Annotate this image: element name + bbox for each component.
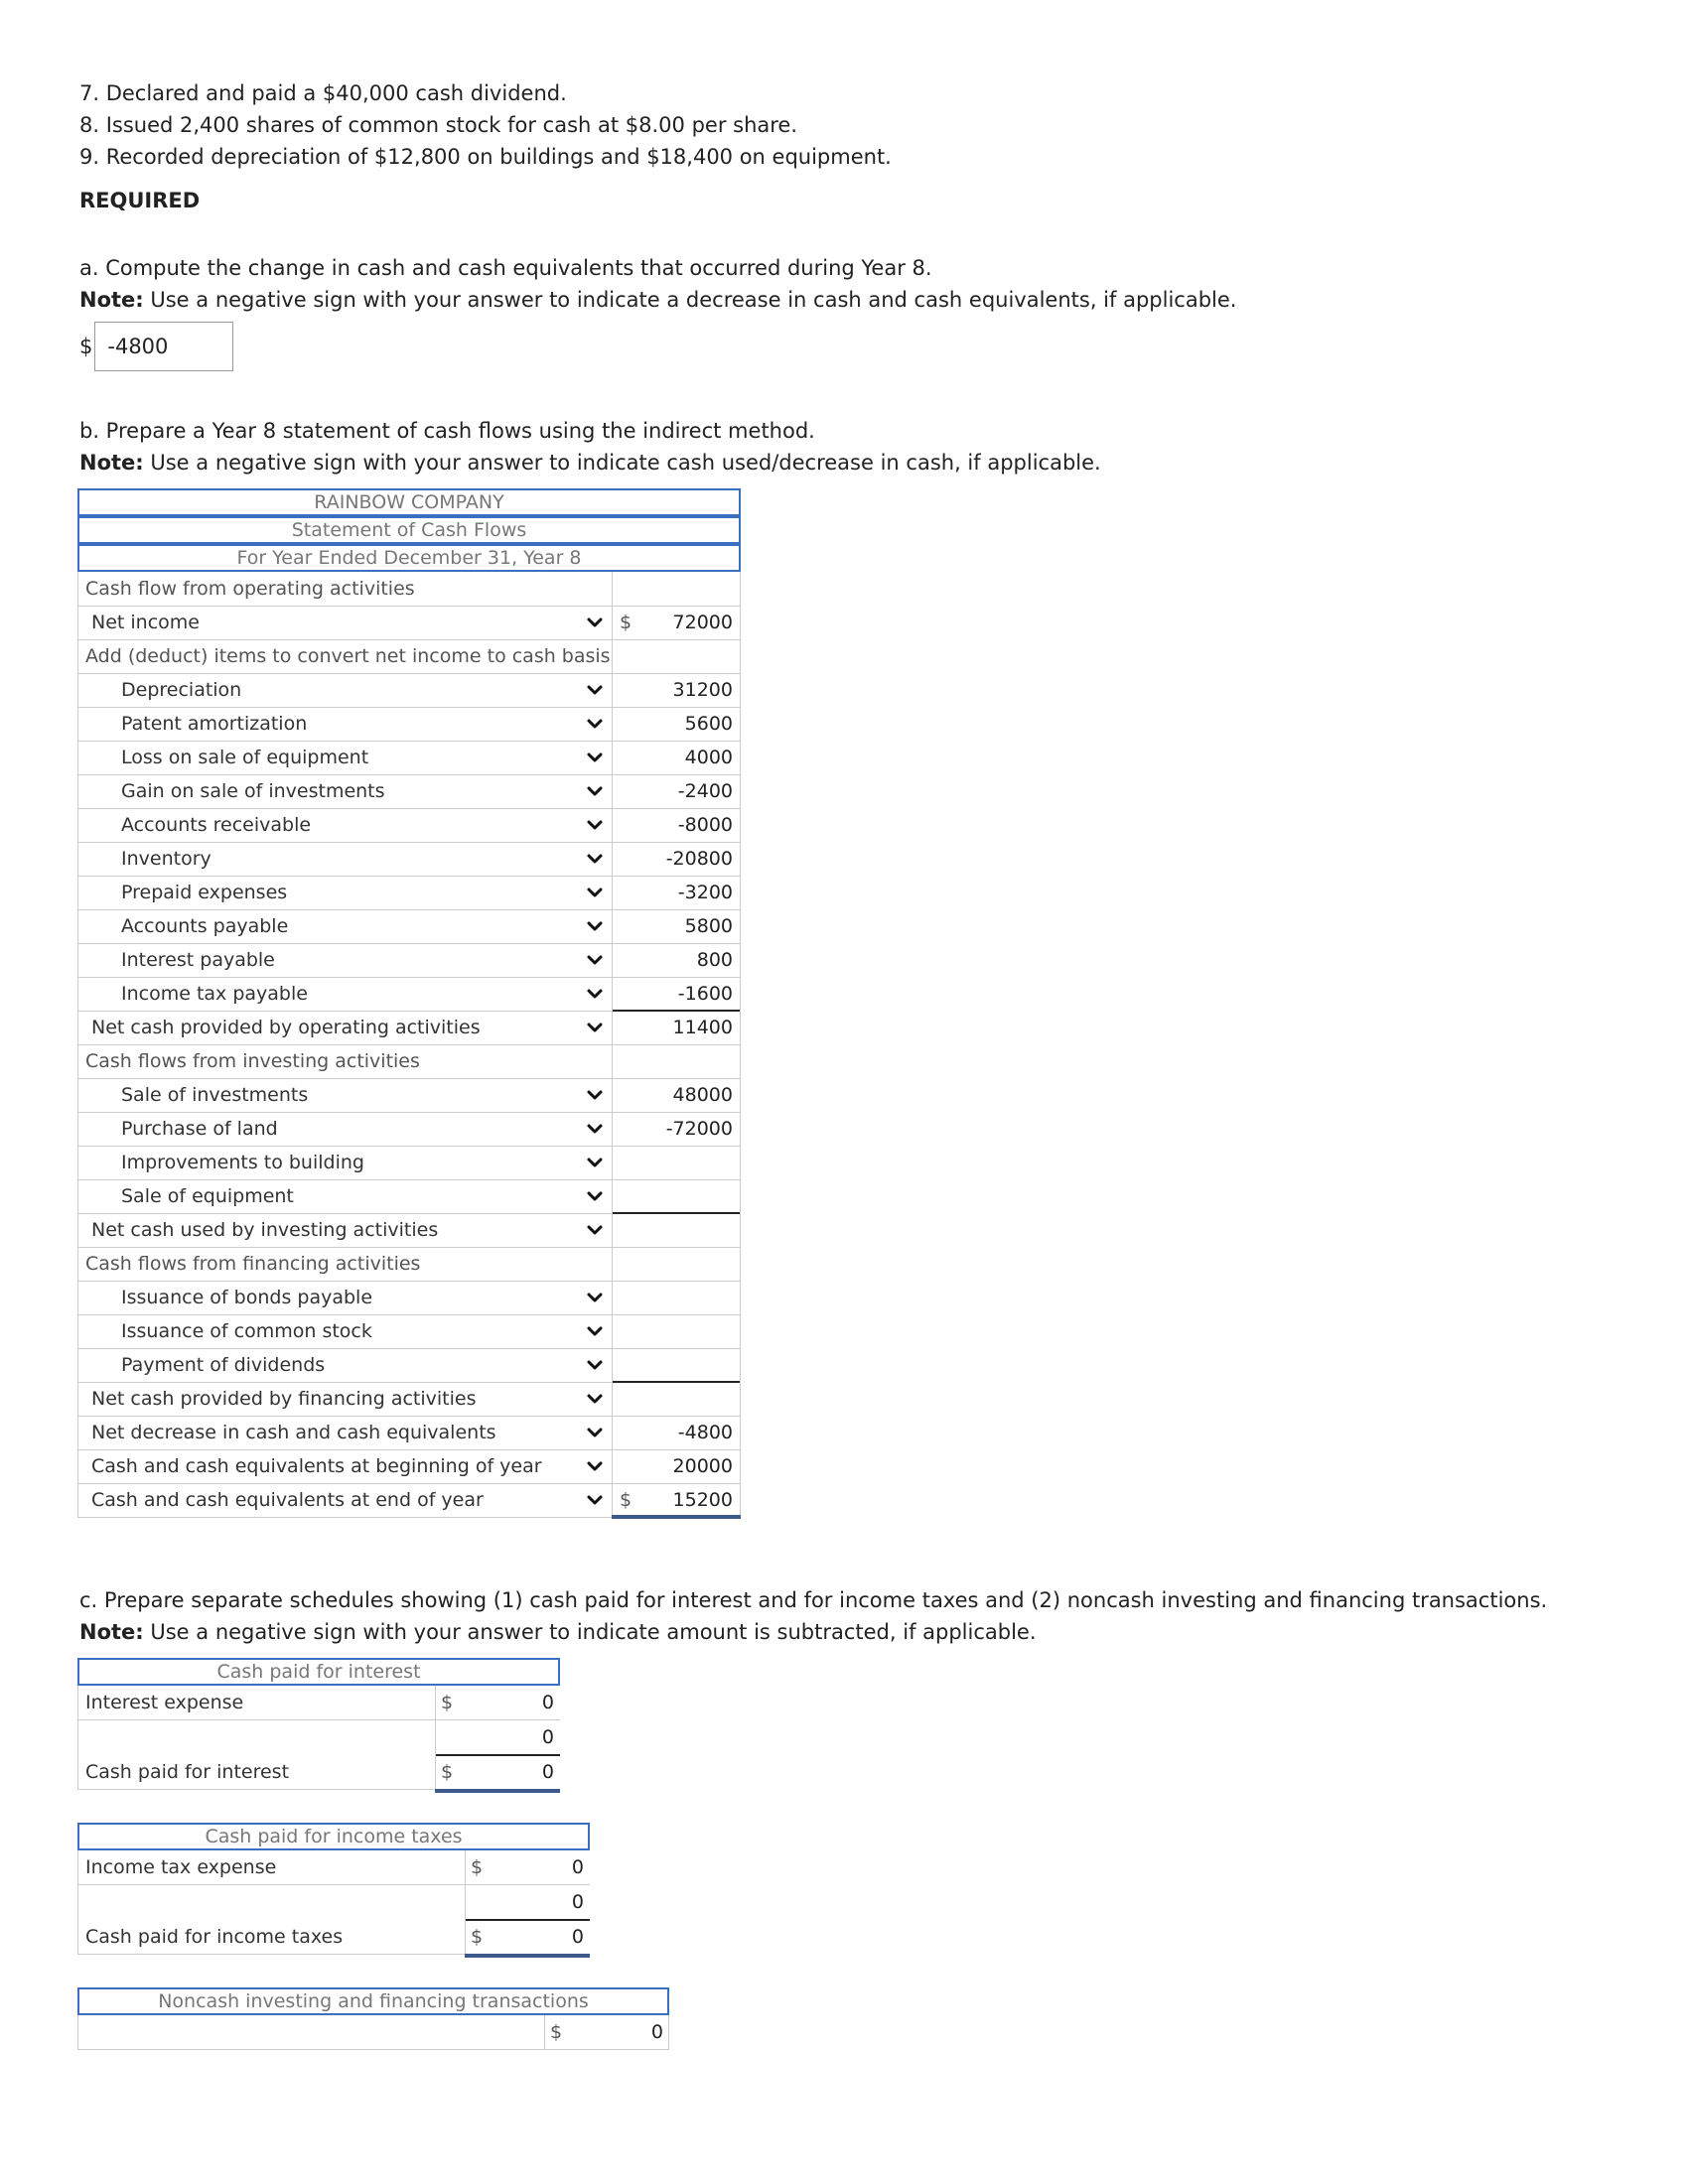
- chevron-down-icon[interactable]: [586, 782, 604, 800]
- taxes-adjustment-row: [77, 1885, 590, 1919]
- statement-row: [77, 1348, 741, 1382]
- income-tax-expense-input[interactable]: 0: [571, 1856, 584, 1878]
- noncash-title: Noncash investing and financing transactions: [77, 1987, 669, 2015]
- note-text: Use a negative sign with your answer to indicate amount is subtracted, if applicable.: [143, 1620, 1037, 1644]
- chevron-down-icon[interactable]: [586, 1424, 604, 1441]
- currency-symbol: $: [620, 612, 633, 633]
- part-c-note: [79, 1620, 1037, 1644]
- section-label: Cash flows from investing activities: [85, 1050, 420, 1072]
- currency-symbol: $: [441, 1761, 454, 1783]
- statement-row: [77, 741, 741, 774]
- line-item-label[interactable]: Purchase of land: [121, 1118, 278, 1140]
- cash-paid-interest-input[interactable]: 0: [541, 1761, 554, 1783]
- statement-row: [77, 1213, 741, 1247]
- part-c-question: c. Prepare separate schedules showing (1) cash paid for interest and for income taxes and (2) noncash investing and financing transactions.: [79, 1588, 1548, 1612]
- section-label: Cash flows from financing activities: [85, 1253, 421, 1275]
- chevron-down-icon[interactable]: [586, 1491, 604, 1509]
- statement-row: [77, 1281, 741, 1314]
- amount-input[interactable]: -4800: [677, 1422, 733, 1443]
- chevron-down-icon[interactable]: [586, 985, 604, 1003]
- part-a-question: a. Compute the change in cash and cash equivalents that occurred during Year 8.: [79, 256, 932, 280]
- amount-input[interactable]: -1600: [677, 983, 733, 1005]
- chevron-down-icon[interactable]: [586, 681, 604, 699]
- statement-row: [77, 842, 741, 876]
- statement-row: [77, 977, 741, 1011]
- statement-row: [77, 707, 741, 741]
- currency-symbol: $: [471, 1926, 484, 1948]
- interest-expense-row: [77, 1686, 560, 1719]
- statement-row: [77, 1078, 741, 1112]
- noncash-transactions-table: [77, 1987, 673, 2057]
- chevron-down-icon[interactable]: [586, 614, 604, 631]
- line-item-label[interactable]: Cash and cash equivalents at end of year: [91, 1489, 484, 1511]
- row-label: Income tax expense: [85, 1856, 277, 1878]
- statement-row: [77, 1382, 741, 1416]
- statement-row: [77, 1112, 741, 1146]
- noncash-amount-input[interactable]: 0: [650, 2021, 663, 2043]
- statement-row: [77, 1314, 741, 1348]
- chevron-down-icon[interactable]: [586, 1154, 604, 1171]
- note-text: Use a negative sign with your answer to indicate cash used/decrease in cash, if applicable.: [143, 451, 1101, 475]
- cash-paid-interest-table: [77, 1658, 564, 1797]
- note-label: Note:: [79, 288, 144, 312]
- part-a-answer-group: [79, 320, 233, 373]
- row-label: Interest expense: [85, 1692, 244, 1713]
- interest-adjustment-input[interactable]: 0: [541, 1726, 554, 1748]
- currency-symbol: $: [441, 1692, 454, 1713]
- line-item-label[interactable]: Gain on sale of investments: [121, 780, 385, 802]
- section-header-row: [77, 1247, 741, 1281]
- note-label: Note:: [79, 451, 144, 475]
- statement-row: [77, 774, 741, 808]
- statement-row: [77, 943, 741, 977]
- line-item-label[interactable]: Prepaid expenses: [121, 882, 288, 903]
- statement-row: [77, 1483, 741, 1517]
- part-b-note: [79, 451, 1101, 475]
- grand-total-double-rule: [612, 1515, 741, 1519]
- line-item-label[interactable]: Issuance of common stock: [121, 1320, 372, 1342]
- amount-input[interactable]: -20800: [665, 848, 733, 870]
- chevron-down-icon[interactable]: [586, 715, 604, 733]
- line-item-label[interactable]: Net income: [91, 612, 200, 633]
- chevron-down-icon[interactable]: [586, 816, 604, 834]
- amount-input[interactable]: -72000: [665, 1118, 733, 1140]
- section-header-row: [77, 572, 741, 606]
- taxes-title: Cash paid for income taxes: [77, 1823, 590, 1850]
- currency-symbol: $: [471, 1856, 484, 1878]
- chevron-down-icon[interactable]: [586, 917, 604, 935]
- part-a-note: [79, 288, 1236, 312]
- note-text: Use a negative sign with your answer to indicate a decrease in cash and cash equivalents, if applicable.: [143, 288, 1237, 312]
- chevron-down-icon[interactable]: [586, 951, 604, 969]
- table-border: [740, 572, 741, 1517]
- row-divider: [77, 1517, 612, 1518]
- column-divider: [612, 572, 613, 1517]
- amount-input[interactable]: 5800: [684, 915, 733, 937]
- cash-paid-interest-row: [77, 1755, 560, 1789]
- taxes-adjustment-input[interactable]: 0: [571, 1891, 584, 1913]
- line-item-label[interactable]: Net decrease in cash and cash equivalents: [91, 1422, 496, 1443]
- row-label: Cash paid for interest: [85, 1761, 290, 1783]
- statement-row: [77, 1449, 741, 1483]
- amount-input[interactable]: 31200: [672, 679, 733, 701]
- statement-row: [77, 1179, 741, 1213]
- interest-title: Cash paid for interest: [77, 1658, 560, 1686]
- interest-expense-input[interactable]: 0: [541, 1692, 554, 1713]
- line-item-label[interactable]: Net cash provided by financing activities: [91, 1388, 477, 1410]
- amount-input[interactable]: 800: [696, 949, 733, 971]
- currency-symbol: $: [79, 335, 93, 358]
- line-item-label[interactable]: Cash and cash equivalents at beginning of year: [91, 1455, 542, 1477]
- statement-row: [77, 808, 741, 842]
- required-heading: REQUIRED: [79, 189, 201, 212]
- section-label: Add (deduct) items to convert net income to cash basis: [85, 645, 611, 667]
- chevron-down-icon[interactable]: [586, 1457, 604, 1475]
- chevron-down-icon[interactable]: [586, 1187, 604, 1205]
- amount-input[interactable]: 20000: [672, 1455, 733, 1477]
- cash-paid-taxes-table: [77, 1823, 594, 1962]
- line-item-label[interactable]: Net cash used by investing activities: [91, 1219, 439, 1241]
- chevron-down-icon[interactable]: [586, 1019, 604, 1036]
- line-item-label[interactable]: Payment of dividends: [121, 1354, 326, 1376]
- chevron-down-icon[interactable]: [586, 1120, 604, 1138]
- line-item-label[interactable]: Accounts payable: [121, 915, 289, 937]
- change-in-cash-input[interactable]: -4800: [94, 322, 233, 371]
- intro-line-8: 8. Issued 2,400 shares of common stock for cash at $8.00 per share.: [79, 113, 798, 137]
- statement-row: [77, 909, 741, 943]
- cash-paid-taxes-row: [77, 1920, 590, 1954]
- intro-line-7: 7. Declared and paid a $40,000 cash dividend.: [79, 81, 567, 105]
- section-header-row: [77, 639, 741, 673]
- line-item-label[interactable]: Interest payable: [121, 949, 275, 971]
- line-item-label[interactable]: Loss on sale of equipment: [121, 747, 369, 768]
- line-item-label[interactable]: Sale of equipment: [121, 1185, 294, 1207]
- chevron-down-icon[interactable]: [586, 1356, 604, 1374]
- line-item-label[interactable]: Income tax payable: [121, 983, 308, 1005]
- line-item-label[interactable]: Inventory: [121, 848, 211, 870]
- amount-input[interactable]: 72000: [672, 612, 733, 633]
- line-item-label[interactable]: Sale of investments: [121, 1084, 309, 1106]
- line-item-label[interactable]: Improvements to building: [121, 1152, 364, 1173]
- line-item-label[interactable]: Accounts receivable: [121, 814, 312, 836]
- chevron-down-icon[interactable]: [586, 1322, 604, 1340]
- statement-row: [77, 1011, 741, 1044]
- noncash-row: [77, 2015, 669, 2049]
- row-label: Cash paid for income taxes: [85, 1926, 344, 1948]
- chevron-down-icon[interactable]: [586, 1390, 604, 1408]
- statement-row: [77, 606, 741, 639]
- chevron-down-icon[interactable]: [586, 1221, 604, 1239]
- line-item-label[interactable]: Issuance of bonds payable: [121, 1287, 373, 1308]
- amount-input[interactable]: 5600: [684, 713, 733, 735]
- amount-input[interactable]: -2400: [677, 780, 733, 802]
- note-label: Note:: [79, 1620, 144, 1644]
- statement-row: [77, 1146, 741, 1179]
- table-border: [77, 572, 78, 1517]
- statement-row: [77, 673, 741, 707]
- amount-input[interactable]: 11400: [672, 1017, 733, 1038]
- currency-symbol: $: [550, 2021, 563, 2043]
- amount-input[interactable]: -8000: [677, 814, 733, 836]
- statement-row: [77, 876, 741, 909]
- interest-adjustment-row: [77, 1720, 560, 1754]
- line-item-label[interactable]: Net cash provided by operating activities: [91, 1017, 481, 1038]
- chevron-down-icon[interactable]: [586, 1086, 604, 1104]
- cash-flow-statement-table: [77, 488, 743, 1531]
- statement-period-header: For Year Ended December 31, Year 8: [77, 544, 741, 572]
- section-label: Cash flow from operating activities: [85, 578, 415, 600]
- chevron-down-icon[interactable]: [586, 850, 604, 868]
- line-item-label[interactable]: Patent amortization: [121, 713, 308, 735]
- amount-input[interactable]: 15200: [672, 1489, 733, 1511]
- chevron-down-icon[interactable]: [586, 1289, 604, 1306]
- part-b-question: b. Prepare a Year 8 statement of cash flows using the indirect method.: [79, 419, 815, 443]
- statement-title-header: Statement of Cash Flows: [77, 516, 741, 544]
- currency-symbol: $: [620, 1489, 633, 1511]
- amount-input[interactable]: 48000: [672, 1084, 733, 1106]
- cash-paid-taxes-input[interactable]: 0: [571, 1926, 584, 1948]
- chevron-down-icon[interactable]: [586, 884, 604, 901]
- chevron-down-icon[interactable]: [586, 749, 604, 766]
- income-tax-expense-row: [77, 1850, 590, 1884]
- section-header-row: [77, 1044, 741, 1078]
- line-item-label[interactable]: Depreciation: [121, 679, 242, 701]
- company-name-header: RAINBOW COMPANY: [77, 488, 741, 516]
- amount-input[interactable]: 4000: [684, 747, 733, 768]
- intro-line-9: 9. Recorded depreciation of $12,800 on buildings and $18,400 on equipment.: [79, 145, 892, 169]
- amount-input[interactable]: -3200: [677, 882, 733, 903]
- statement-row: [77, 1416, 741, 1449]
